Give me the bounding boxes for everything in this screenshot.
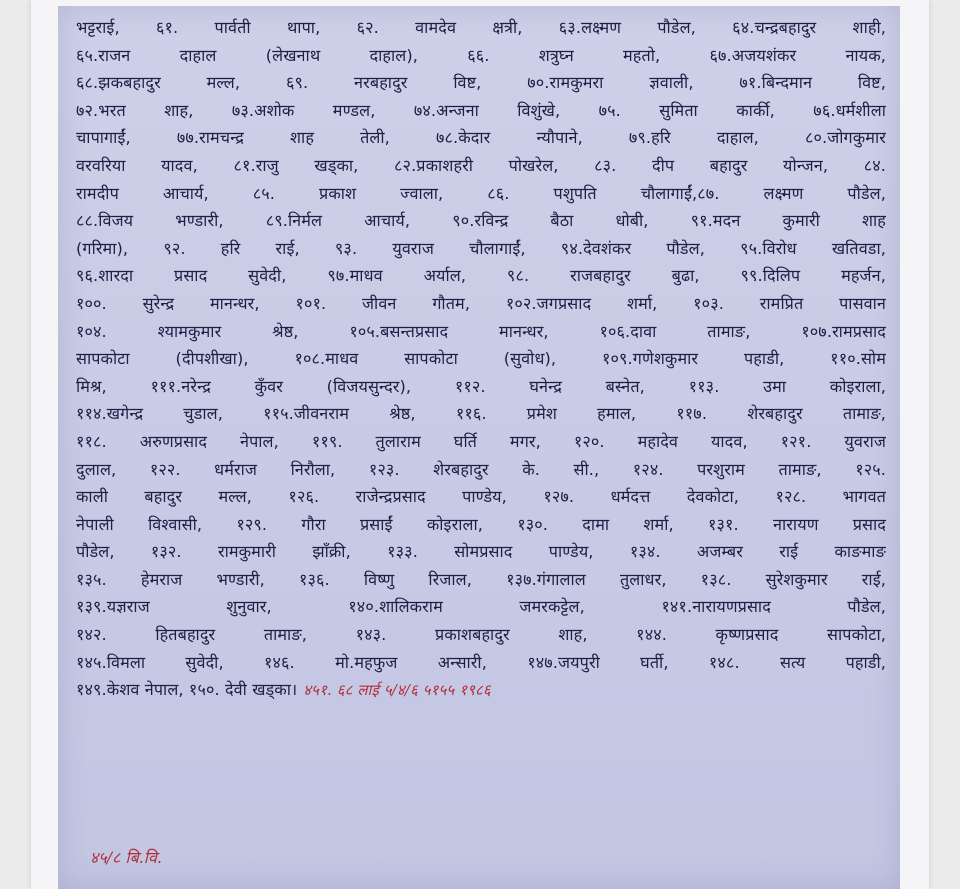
text-line: १४५.विमला सुवेदी, १४६. मो.महफुज अन्सारी, १४७.जयपुरी घर्ती, १४८. सत्य पहाडी,: [76, 652, 886, 672]
text-line: ९६.शारदा प्रसाद सुवेदी, ९७.माधव अर्याल, ९८. राजबहादुर बुढा, ९९.दिलिप महर्जन,: [76, 266, 886, 286]
text-line: (गरिमा), ९२. हरि राई, ९३. युवराज चौलागाईं, ९४.देवशंकर पौडेल, ९५.विरोध खतिवडा,: [76, 238, 886, 258]
text-line-last: [76, 676, 886, 704]
handwritten-note: ४५१. ६८ लाई ५/४/६ ५१५५ १९८६: [303, 681, 491, 700]
text-line: ८८.विजय भण्डारी, ८९.निर्मल आचार्य, ९०.रविन्द्र बैठा धोबी, ९१.मदन कुमारी शाह: [76, 211, 886, 231]
text-line: ६५.राजन दाहाल (लेखनाथ दाहाल), ६६. शत्रुघ्न महतो, ६७.अजयशंकर नायक,: [76, 45, 886, 65]
text-line: ११४.खगेन्द्र चुडाल, ११५.जीवनराम श्रेष्ठ, ११६. प्रमेश हमाल, ११७. शेरबहादुर तामाङ,: [76, 404, 886, 424]
text-line: १०४. श्यामकुमार श्रेष्ठ, १०५.बसन्तप्रसाद मानन्धर, १०६.दावा तामाङ, १०७.रामप्रसाद: [76, 321, 886, 341]
text-line: रामदीप आचार्य, ८५. प्रकाश ज्वाला, ८६. पशुपति चौलागाईं,८७. लक्ष्मण पौडेल,: [76, 183, 886, 203]
text-line: भट्टराई, ६१. पार्वती थापा, ६२. वामदेव क्षत्री, ६३.लक्ष्मण पौडेल, ६४.चन्द्रबहादुर शाही,: [76, 18, 886, 37]
text-line: १४२. हितबहादुर तामाङ, १४३. प्रकाशबहादुर शाह, १४४. कृष्णप्रसाद सापकोटा,: [76, 625, 886, 645]
text-line: चापागाईं, ७७.रामचन्द्र शाह तेली, ७८.केदार न्यौपाने, ७९.हरि दाहाल, ८०.जोगकुमार: [76, 128, 886, 148]
text-line: १३९.यज्ञराज शुनुवार, १४०.शालिकराम जमरकट्टेल, १४१.नारायणप्रसाद पौडेल,: [76, 597, 886, 617]
text-line: १००. सुरेन्द्र मानन्धर, १०१. जीवन गौतम, १०२.जगप्रसाद शर्मा, १०३. रामप्रित पासवान: [76, 293, 886, 313]
text-line: ७२.भरत शाह, ७३.अशोक मण्डल, ७४.अन्जना विशुंखे, ७५. सुमिता कार्की, ७६.धर्मशीला: [76, 100, 886, 120]
typed-name-list: [76, 14, 886, 704]
document-page: [58, 6, 900, 889]
text-line: ६८.झकबहादुर मल्ल, ६९. नरबहादुर विष्ट, ७०.रामकुमरा ज्ञवाली, ७१.बिन्दमान विष्ट,: [76, 73, 886, 93]
text-line: मिश्र, १११.नरेन्द्र कुँवर (विजयसुन्दर), ११२. घनेन्द्र बस्नेत, ११३. उमा कोइराला,: [76, 376, 886, 396]
text-line: १३५. हेमराज भण्डारी, १३६. विष्णु रिजाल, १३७.गंगालाल तुलाधर, १३८. सुरेशकुमार राई,: [76, 569, 886, 589]
text-line: वरवरिया यादव, ८१.राजु खड्का, ८२.प्रकाशहरी पोखरेल, ८३. दीप बहादुर योन्जन, ८४.: [76, 155, 886, 175]
text-line: सापकोटा (दीपशीखा), १०८.माधव सापकोटा (सुवोध), १०९.गणेशकुमार पहाडी, ११०.सोम: [76, 349, 886, 369]
text-line: दुलाल, १२२. धर्मराज निरौला, १२३. शेरबहादुर के. सी., १२४. परशुराम तामाङ, १२५.: [76, 459, 886, 479]
text-line: काली बहादुर मल्ल, १२६. राजेन्द्रप्रसाद पाण्डेय, १२७. धर्मदत्त देवकोटा, १२८. भागवत: [76, 487, 886, 507]
handwritten-signature: ४५/८ बि.वि.: [90, 848, 162, 867]
last-typed-text: १४९.केशव नेपाल, १५०. देवी खड्का।: [76, 680, 298, 700]
text-line: पौडेल, १३२. रामकुमारी झाँक्री, १३३. सोमप्रसाद पाण्डेय, १३४. अजम्बर राई काङमाङ: [76, 542, 886, 562]
text-line: ११८. अरुणप्रसाद नेपाल, ११९. तुलाराम घर्ति मगर, १२०. महादेव यादव, १२१. युवराज: [76, 431, 886, 451]
text-line: नेपाली विश्वासी, १२९. गौरा प्रसाईं कोइराला, १३०. दामा शर्मा, १३१. नारायण प्रसाद: [76, 514, 886, 534]
